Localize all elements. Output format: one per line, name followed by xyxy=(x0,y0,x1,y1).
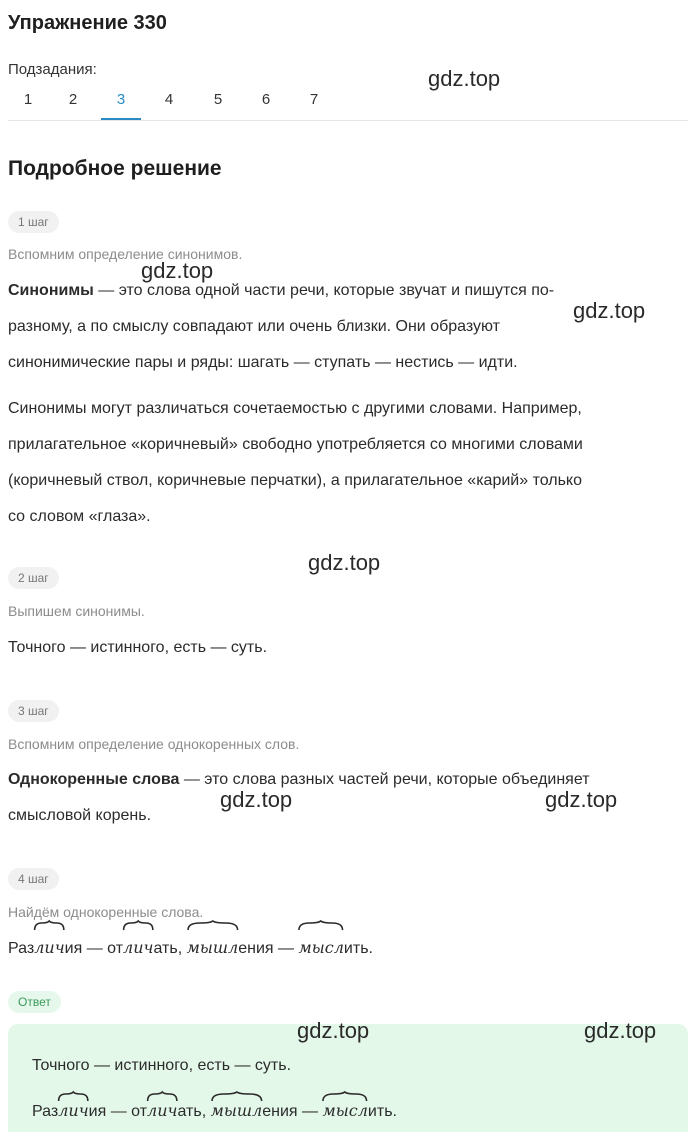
paragraph-line: со словом «глаза». xyxy=(8,508,151,525)
watermark: gdz.top xyxy=(584,1018,657,1043)
root-arc-icon xyxy=(187,921,239,930)
step-hint-3: Вспомним определение однокоренных слов. xyxy=(8,736,300,752)
step-badge-1: 1 шаг xyxy=(8,211,59,233)
tab-3[interactable]: 3 xyxy=(101,86,141,120)
paragraph-line: прилагательное «коричневый» свободно употребляется со многими словами xyxy=(8,436,583,453)
watermark: gdz.top xyxy=(141,258,214,283)
subtasks-label: Подзадания: xyxy=(8,61,97,78)
watermark: gdz.top xyxy=(428,66,501,91)
root-arc-icon xyxy=(322,1092,367,1101)
tab-5[interactable]: 5 xyxy=(213,91,223,108)
definition-line: смысловой корень. xyxy=(8,807,152,824)
root-arc-icon xyxy=(123,921,153,930)
root-mark: лич xyxy=(147,1101,177,1120)
root-mark: мысл xyxy=(322,1101,367,1120)
definition-line: Синонимы — это слова одной части речи, которые звучат и пишутся по- xyxy=(8,282,555,299)
root-mark: мысл xyxy=(298,930,343,966)
watermark: gdz.top xyxy=(573,298,646,323)
tab-4[interactable]: 4 xyxy=(164,91,174,108)
step-hint-4: Найдём однокоренные слова. xyxy=(8,904,204,920)
root-arc-icon xyxy=(58,1092,88,1101)
answer-line-2: Раз личия — от личать, мышления — мыслить. xyxy=(32,1101,397,1121)
paragraph-line: Синонимы могут различаться сочетаемостью с другими словами. Например, xyxy=(8,400,582,417)
root-mark: мышл xyxy=(211,1101,263,1120)
definition-line: разному, а по смыслу совпадают или очень близки. Они образуют xyxy=(8,318,500,335)
tab-2[interactable]: 2 xyxy=(68,91,78,108)
root-mark: лич xyxy=(123,930,153,966)
step-badge-2: 2 шаг xyxy=(8,567,59,589)
watermark: gdz.top xyxy=(297,1018,370,1043)
step-1-definition xyxy=(8,273,692,381)
answer-badge: Ответ xyxy=(8,991,61,1013)
paragraph-line: (коричневый ствол, коричневые перчатки), а прилагательное «карий» только xyxy=(8,472,583,489)
step-badge-3: 3 шаг xyxy=(8,700,59,722)
watermark: gdz.top xyxy=(220,787,293,812)
watermark: gdz.top xyxy=(545,787,618,812)
root-mark: лич xyxy=(34,930,64,966)
answer-line-1: Точного — истинного, есть — суть. xyxy=(32,1057,292,1074)
step-1-paragraph xyxy=(8,391,692,535)
solution-title: Подробное решение xyxy=(8,157,222,180)
tab-1[interactable]: 1 xyxy=(23,91,33,108)
term-synonyms: Синонимы xyxy=(8,282,94,299)
step-hint-2: Выпишем синонимы. xyxy=(8,603,145,619)
term-cognates: Однокоренные слова xyxy=(8,771,180,788)
root-arc-icon xyxy=(211,1092,263,1101)
tab-7[interactable]: 7 xyxy=(309,91,319,108)
watermark: gdz.top xyxy=(308,550,381,575)
step-hint-1: Вспомним определение синонимов. xyxy=(8,246,243,262)
definition-line: синонимические пары и ряды: шагать — ступать — нестись — идти. xyxy=(8,354,518,371)
root-arc-icon xyxy=(34,921,64,930)
step-4-words: Раз личия — от личать, мышления — мыслить. xyxy=(8,930,692,967)
root-arc-icon xyxy=(298,921,343,930)
page-title: Упражнение 330 xyxy=(8,12,167,34)
definition-line: Однокоренные слова — это слова разных частей речи, которые объединяет xyxy=(8,771,590,788)
subtask-tabs xyxy=(8,86,688,121)
tab-6[interactable]: 6 xyxy=(261,91,271,108)
root-mark: мышл xyxy=(187,930,239,966)
step-badge-4: 4 шаг xyxy=(8,868,59,890)
step-2-text: Точного — истинного, есть — суть. xyxy=(8,639,268,656)
root-arc-icon xyxy=(147,1092,177,1101)
root-mark: лич xyxy=(58,1101,88,1120)
